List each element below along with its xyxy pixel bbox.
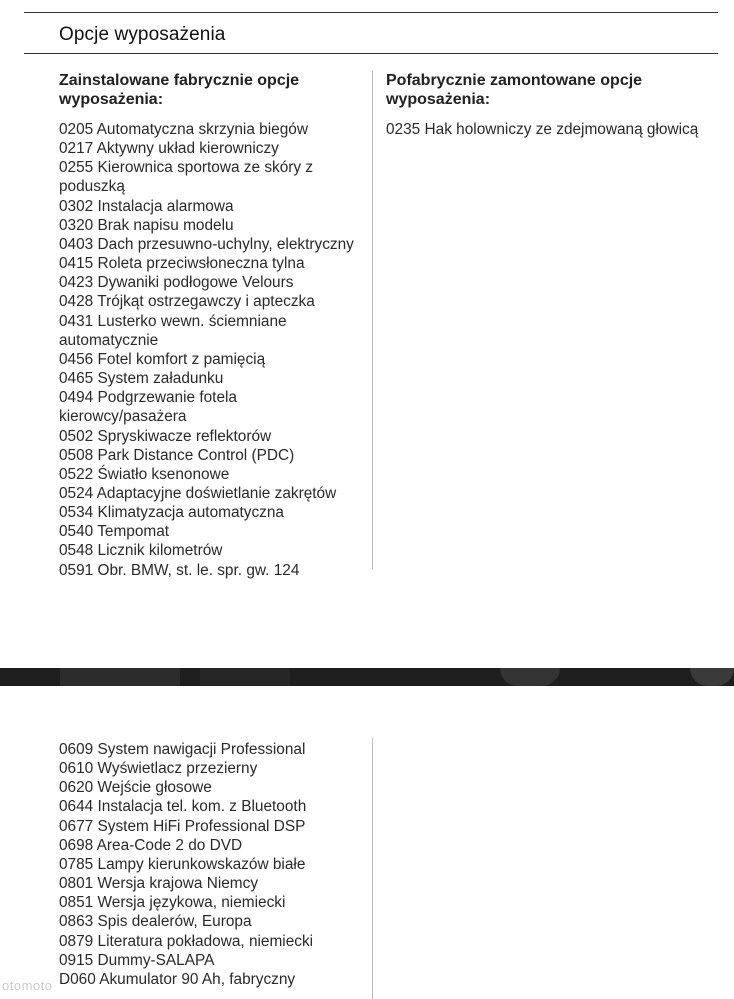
- list-item: 0548 Licznik kilometrów: [59, 542, 223, 560]
- list-item: 0698 Area-Code 2 do DVD: [59, 836, 243, 854]
- factory-options-list-continued: [59, 740, 359, 989]
- list-item: 0235 Hak holowniczy ze zdejmowaną głowicą: [386, 121, 699, 138]
- band-shape: [500, 668, 560, 686]
- list-item: 0423 Dywaniki podłogowe Velours: [59, 274, 294, 292]
- factory-options-list: [59, 120, 359, 580]
- list-item: 0677 System HiFi Professional DSP: [59, 817, 306, 835]
- list-item: 0302 Instalacja alarmowa: [59, 197, 234, 215]
- aftermarket-options-heading: Pofabrycznie zamontowane opcje wyposażenia:: [386, 72, 643, 108]
- list-item: 0205 Automatyczna skrzynia biegów: [59, 121, 308, 138]
- list-item: 0534 Klimatyzacja automatyczna: [59, 504, 284, 522]
- list-item: 0801 Wersja krajowa Niemcy: [59, 875, 259, 893]
- list-item: D060 Akumulator 90 Ah, fabryczny: [59, 970, 296, 988]
- section-title: Opcje wyposażenia: [59, 24, 226, 45]
- watermark: otomoto: [2, 978, 53, 993]
- list-item: 0403 Dach przesuwno-uchylny, elektryczny: [59, 235, 354, 253]
- list-item: 0879 Literatura pokładowa, niemiecki: [59, 932, 314, 950]
- list-item: 0502 Spryskiwacze reflektorów: [59, 427, 272, 445]
- list-item: 0255 Kierownica sportowa ze skóry z poduszką: [59, 159, 314, 196]
- list-item: 0524 Adaptacyjne doświetlanie zakrętów: [59, 484, 337, 502]
- list-item: 0415 Roleta przeciwsłoneczna tylna: [59, 255, 305, 273]
- band-shape: [200, 668, 290, 686]
- list-item: 0431 Lusterko wewn. ściemniane automatycznie: [59, 312, 287, 349]
- list-item: 0494 Podgrzewanie fotela kierowcy/pasażera: [59, 389, 237, 426]
- list-item: 0217 Aktywny układ kierowniczy: [59, 140, 279, 158]
- column-divider: [372, 71, 373, 569]
- list-item: 0609 System nawigacji Professional: [59, 741, 306, 758]
- document-page-bottom: [0, 686, 734, 999]
- list-item: 0591 Obr. BMW, st. le. spr. gw. 124: [59, 561, 300, 579]
- list-item: 0851 Wersja językowa, niemiecki: [59, 894, 286, 912]
- column-divider: [372, 738, 373, 999]
- band-shape: [690, 668, 734, 686]
- list-item: 0456 Fotel komfort z pamięcią: [59, 350, 266, 368]
- list-item: 0428 Trójkąt ostrzegawczy i apteczka: [59, 293, 315, 311]
- page-break-band: [0, 668, 734, 686]
- factory-options-heading: Zainstalowane fabrycznie opcje wyposażenia:: [59, 72, 300, 108]
- list-item: 0863 Spis dealerów, Europa: [59, 913, 252, 931]
- aftermarket-options-list: [386, 120, 716, 139]
- list-item: 0644 Instalacja tel. kom. z Bluetooth: [59, 798, 307, 816]
- list-item: 0785 Lampy kierunkowskazów białe: [59, 855, 306, 873]
- list-item: 0320 Brak napisu modelu: [59, 216, 234, 234]
- header-rule-top: [24, 12, 718, 13]
- list-item: 0915 Dummy-SALAPA: [59, 951, 215, 969]
- header-rule-bottom: [24, 53, 718, 54]
- list-item: 0620 Wejście głosowe: [59, 779, 212, 797]
- list-item: 0610 Wyświetlacz przezierny: [59, 760, 258, 778]
- list-item: 0540 Tempomat: [59, 523, 170, 541]
- list-item: 0465 System załadunku: [59, 370, 224, 388]
- list-item: 0522 Światło ksenonowe: [59, 465, 230, 483]
- band-shape: [60, 668, 180, 686]
- list-item: 0508 Park Distance Control (PDC): [59, 446, 295, 464]
